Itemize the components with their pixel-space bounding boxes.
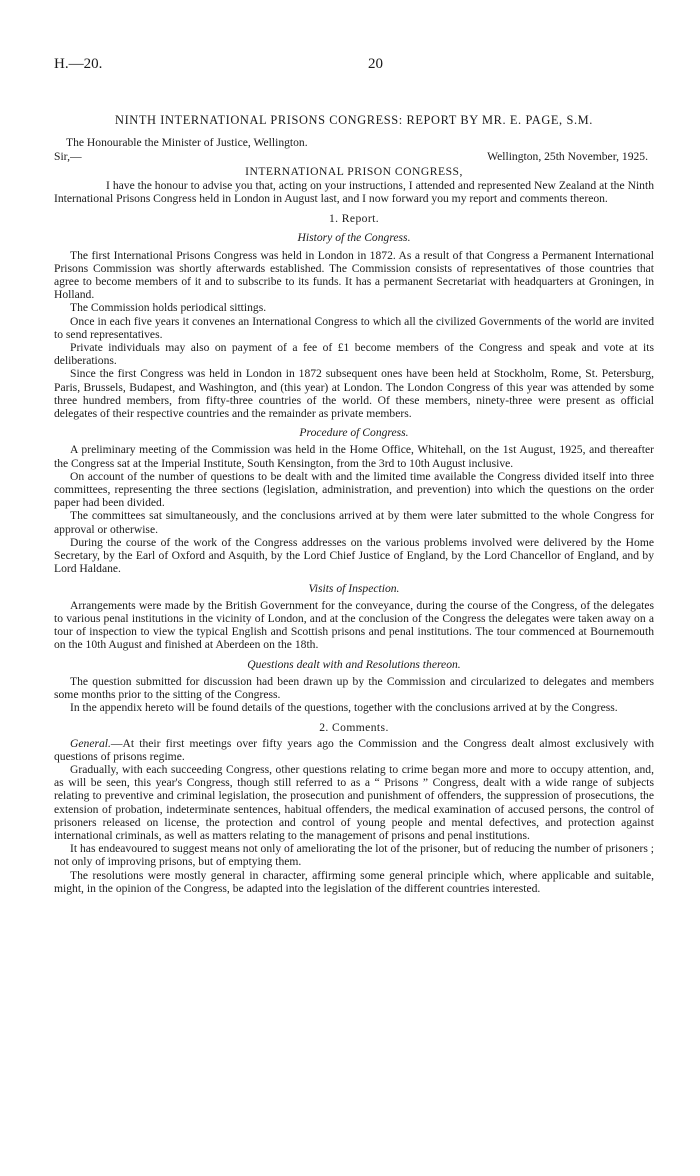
section-1-heading: 1. Report. <box>328 212 380 226</box>
history-paragraph: Private individuals may also on payment of a fee of £1 become members of the Congress and speak and vote at its deliberations. <box>54 341 654 368</box>
procedure-paragraph: The committees sat simultaneously, and the conclusions arrived at by them were later submitted to the whole Congress for approval or otherwise. <box>54 509 654 536</box>
history-paragraph: The Commission holds periodical sittings. <box>70 301 267 315</box>
questions-paragraph: The question submitted for discussion had been drawn up by the Commission and circularized to delegates and members some months prior to the sitting of the Congress. <box>54 674 654 701</box>
general-paragraph <box>54 737 654 763</box>
visits-heading: Visits of Inspection. <box>308 581 400 595</box>
comments-paragraph: Gradually, with each succeeding Congress, other questions relating to crime began more and more to occupy attention, and, as will be seen, this year's Congress, though still referred to as a “ Prisons ” Congress, dealt with a wide range of subjects relating to preventive and criminal legislation, the prosecution and punishment of offenders, the suppression of prosecutions, the extension of probation, indeterminate sentences, habitual offenders, the medical examination of accused persons, the control of prisoners released on license, the protection and control of young people and mental defectives, and protection against international criminals, as well as matters relating to the management of prisons and penal institutions. <box>54 762 654 842</box>
procedure-paragraph: During the course of the work of the Congress addresses on the various problems involved were delivered by the Home Secretary, by the Earl of Oxford and Asquith, by the Lord Chief Justice of England, by the Lord Chancellor of England, and by Lord Haldane. <box>54 535 654 576</box>
visits-paragraph: Arrangements were made by the British Government for the conveyance, during the course of the Congress, of the delegates to various penal institutions in the vicinity of London, and at the conclusion of the Congress the delegates were taken away on a tour of inspection to view the typical English and Scottish prisons and penal institutions. The tour commenced at Bournemouth on the 10th August and finished at Aberdeen on the 18th. <box>54 598 654 652</box>
comments-paragraph: It has endeavoured to suggest means not only of ameliorating the lot of the prisoner, but of reducing the number of prisoners ; not only of improving prisons, but of emptying them. <box>54 842 654 869</box>
questions-paragraph: In the appendix hereto will be found details of the questions, together with the conclusions arrived at by the Congress. <box>70 701 618 715</box>
procedure-paragraph: On account of the number of questions to be dealt with and the limited time available the Congress divided itself into three committees, representing the three sections (legislation, administration, and prevention) into which the questions on the order paper had been divided. <box>54 469 654 510</box>
page-number: 20 <box>368 56 383 72</box>
procedure-paragraph: A preliminary meeting of the Commission was held in the Home Office, Whitehall, on the 1st August, 1925, and thereafter the Congress sat at the Imperial Institute, South Kensington, from the 3rd to 10th August inclusive. <box>54 443 654 470</box>
date-line: Wellington, 25th November, 1925. <box>487 150 648 164</box>
parliamentary-paper-ref: H.—20. <box>54 56 103 72</box>
history-paragraph: The first International Prisons Congress was held in London in 1872. As a result of that Congress a Permanent International Prisons Commission was shortly afterwards established. The Commission consists of representatives of those countries that agree to become members of it and to subscribe to its funds. It has a permanent Secretariat with headquarters at Groningen, in Holland. <box>54 248 654 302</box>
general-text: —At their first meetings over fifty years ago the Commission and the Congress dealt almost exclusively with questions of prisons regime. <box>54 736 654 763</box>
page-header <box>54 56 654 76</box>
document-body <box>54 114 654 895</box>
procedure-heading: Procedure of Congress. <box>299 426 409 440</box>
main-heading: INTERNATIONAL PRISON CONGRESS, <box>245 164 463 178</box>
comments-paragraph: The resolutions were mostly general in character, affirming some general principle which, where applicable and suitable, might, in the opinion of the Congress, be adapted into the legislation of the different countries interested. <box>54 868 654 895</box>
general-lead: General. <box>70 736 111 750</box>
history-paragraph: Since the first Congress was held in London in 1872 subsequent ones have been held at Stockholm, Rome, St. Petersburg, Paris, Brussels, Budapest, and Washington, and (this year) at London. The London Congress of this year was attended by some three hundred members, from fifty-three countries of the world. Of these members, ninety-three were present as official delegates of their respective countries and the remainder as private members. <box>54 367 654 421</box>
salutation-row <box>54 150 654 163</box>
history-heading: History of the Congress. <box>297 231 411 245</box>
intro-paragraph: I have the honour to advise you that, acting on your instructions, I attended and represented New Zealand at the Ninth International Prisons Congress held in London in August last, and I now forward you my report and comments thereon. <box>54 178 654 206</box>
report-title: NINTH INTERNATIONAL PRISONS CONGRESS: REPORT BY MR. E. PAGE, S.M. <box>115 113 593 127</box>
section-2-heading: 2. Comments. <box>319 721 389 735</box>
questions-heading: Questions dealt with and Resolutions thereon. <box>247 657 461 671</box>
salutation: Sir,— <box>54 150 82 164</box>
history-paragraph: Once in each five years it convenes an International Congress to which all the civilized Governments of the world are invited to send representatives. <box>54 314 654 341</box>
addressee: The Honourable the Minister of Justice, Wellington. <box>66 136 308 150</box>
